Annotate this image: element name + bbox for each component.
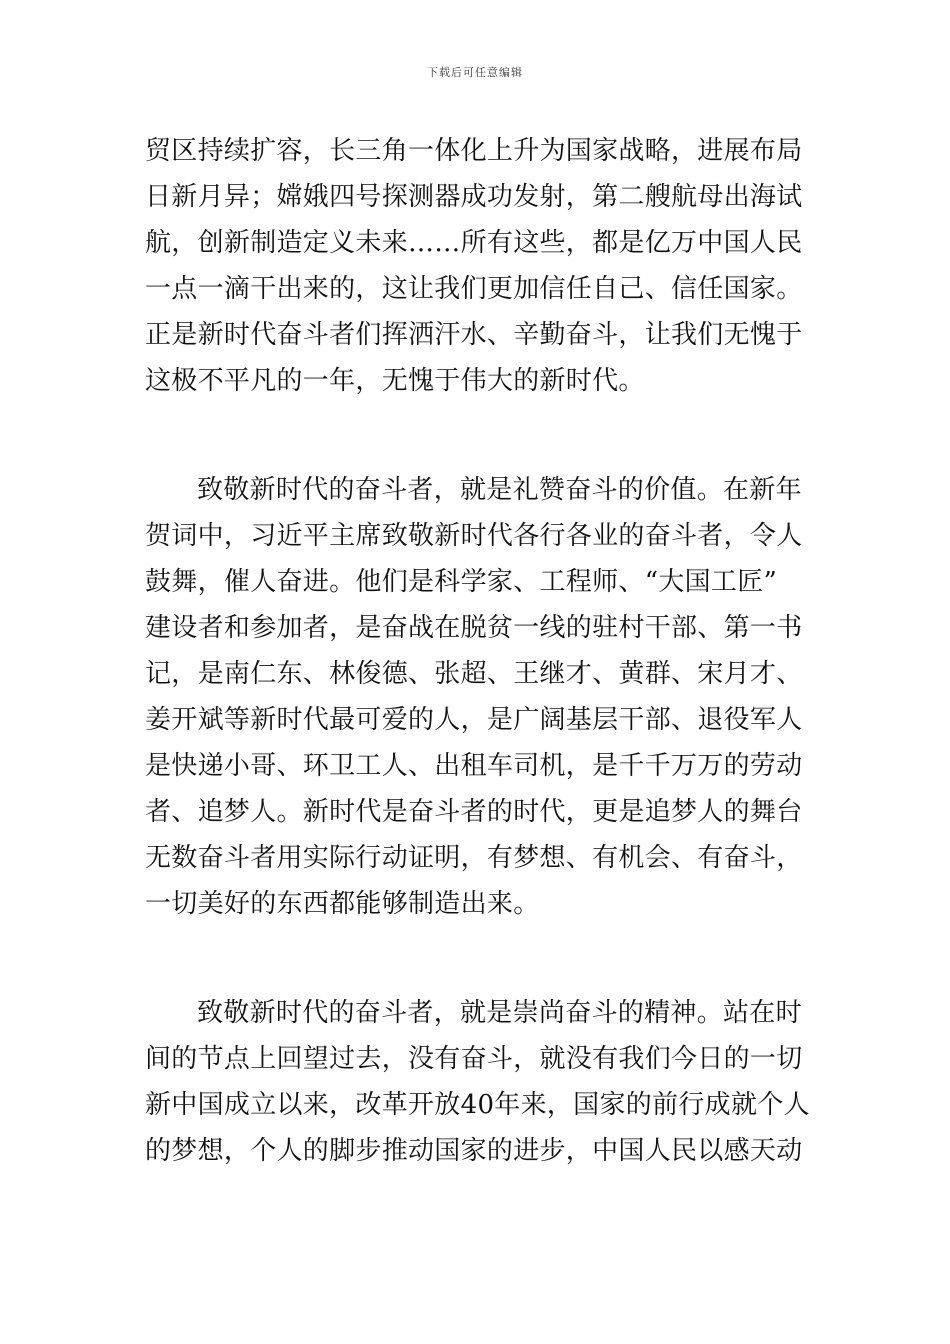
paragraph-1 — [145, 128, 810, 404]
text-line: 间的节点上回望过去，没有奋斗，就没有我们今日的一切 — [145, 1044, 803, 1074]
text-line: 的梦想，个人的脚步推动国家的进步，中国人民以感天动 — [145, 1136, 803, 1166]
paragraph-gap — [145, 404, 810, 467]
text-line: 正是新时代奋斗者们挥洒汗水、辛勤奋斗，让我们无愧于 — [145, 320, 803, 350]
paragraph-3 — [145, 990, 810, 1174]
text-line: 一点一滴干出来的，这让我们更加信任自己、信任国家。 — [145, 274, 803, 304]
text-line: 姜开斌等新时代最可爱的人，是广阔基层干部、退役军人 — [145, 705, 803, 735]
text-line: 新中国成立以来，改革开放40年来，国家的前行成就个人 — [145, 1090, 810, 1120]
paragraph-gap — [145, 927, 810, 990]
text-line: 日新月异；嫦娥四号探测器成功发射，第二艘航母出海试 — [145, 182, 803, 212]
text-line: 航，创新制造定义未来……所有这些，都是亿万中国人民 — [145, 228, 803, 258]
paragraph-2 — [145, 467, 810, 927]
text-line: 鼓舞，催人奋进。他们是科学家、工程师、“大国工匠” — [145, 567, 778, 597]
text-line: 这极不平凡的一年，无愧于伟大的新时代。 — [145, 366, 645, 396]
text-line: 建设者和参加者，是奋战在脱贫一线的驻村干部、第一书 — [145, 613, 803, 643]
text-line: 一切美好的东西都能够制造出来。 — [145, 889, 540, 919]
document-body — [145, 128, 810, 1174]
text-line: 无数奋斗者用实际行动证明，有梦想、有机会、有奋斗， — [145, 843, 803, 873]
text-line: 贸区持续扩容，长三角一体化上升为国家战略，进展布局 — [145, 136, 803, 166]
page-header: 下载后可任意编辑 — [427, 66, 523, 79]
text-line: 是快递小哥、环卫工人、出租车司机，是千千万万的劳动 — [145, 751, 803, 781]
text-line: 者、追梦人。新时代是奋斗者的时代，更是追梦人的舞台 — [145, 797, 803, 827]
text-line: 贺词中，习近平主席致敬新时代各行各业的奋斗者，令人 — [145, 521, 803, 551]
text-line: 记，是南仁东、林俊德、张超、王继才、黄群、宋月才、 — [145, 659, 803, 689]
text-line: 致敬新时代的奋斗者，就是礼赞奋斗的价值。在新年 — [197, 475, 802, 505]
text-line: 致敬新时代的奋斗者，就是崇尚奋斗的精神。站在时 — [197, 998, 802, 1028]
